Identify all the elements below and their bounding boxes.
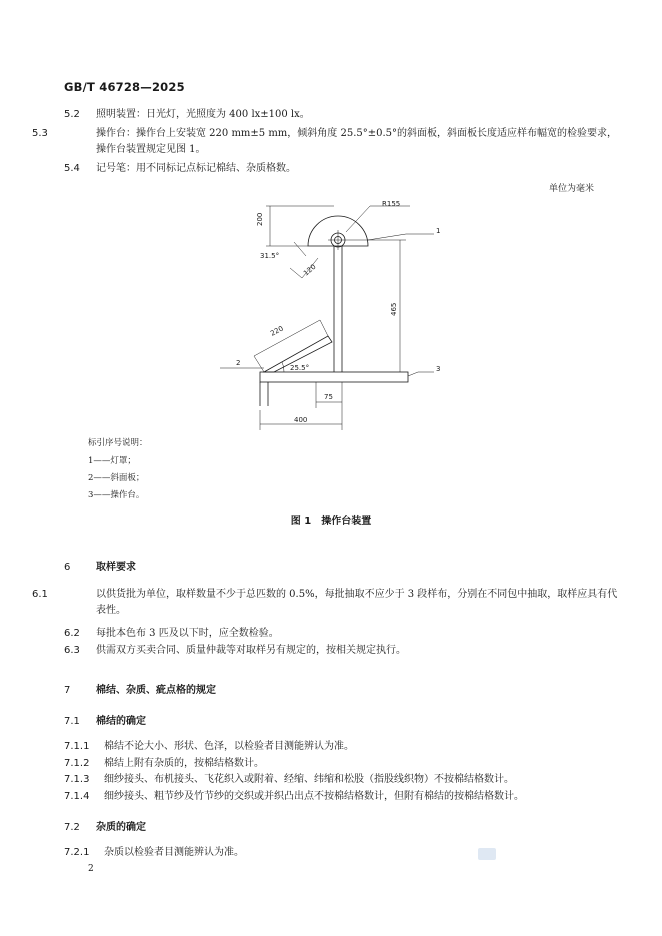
section-7-1-heading: [64, 712, 146, 727]
page-number: 2: [88, 864, 94, 874]
dim-75: 75: [324, 393, 333, 401]
clause-text: 细纱接头、布机接头、飞花织入或附着、经缩、纬缩和松股（指股线织物）不按棉结格数计。: [104, 774, 514, 785]
dim-465: 465: [390, 302, 398, 316]
clause-6-1: [32, 587, 626, 619]
clause-7-1-3: [64, 772, 514, 788]
clause-6-3: [64, 643, 406, 659]
clause-number: 5.2: [64, 109, 80, 120]
section-6-heading: [64, 558, 136, 573]
callout-2: 2: [236, 359, 241, 367]
legend-item-3: 3——操作台。: [88, 490, 145, 500]
dim-25-5-deg: 25.5°: [290, 364, 310, 372]
operating-table: [260, 372, 408, 382]
document-header: GB/T 46728—2025: [64, 80, 185, 94]
figure-operating-table: [210, 196, 450, 436]
clause-number: 7.1.3: [64, 774, 90, 785]
section-7-2-heading: [64, 818, 146, 833]
clause-number: 7.1.2: [64, 758, 90, 769]
clause-7-2-1: [64, 845, 244, 861]
clause-text: 以供货批为单位，取样数量不少于总匹数的 0.5%，每批抽取不应少于 3 段样布，分别在不同包中抽取，取样应具有代表性。: [96, 589, 618, 616]
clause-number: 6.1: [32, 589, 48, 600]
dim-31-5-deg: 31.5°: [260, 252, 280, 260]
clause-text: 每批本色布 3 匹及以下时，应全数检验。: [96, 628, 279, 639]
legend-item-1: 1——灯罩；: [88, 456, 136, 466]
clause-number: 7.1.1: [64, 741, 90, 752]
section-number: 6: [64, 562, 71, 573]
clause-text: 照明装置：日光灯，光照度为 400 lx±100 lx。: [96, 109, 310, 120]
clause-number: 7.2.1: [64, 847, 90, 858]
clause-text: 杂质以检验者目测能辨认为准。: [104, 847, 244, 858]
dim-r155: R155: [382, 200, 401, 208]
clause-text: 棉结上附有杂质的，按棉结格数计。: [104, 758, 264, 769]
clause-text: 棉结不论大小、形状、色泽，以检验者目测能辨认为准。: [104, 741, 354, 752]
clause-text: 细纱接头、粗节纱及竹节纱的交织或并织凸出点不按棉结格数计，但附有棉结的按棉结格数计。: [104, 791, 524, 802]
dim-120: 120: [302, 262, 318, 278]
callout-1: 1: [436, 227, 441, 235]
clause-number: 5.4: [64, 163, 80, 174]
legend-item-2: 2——斜面板；: [88, 473, 145, 483]
legend-title: 标引序号说明：: [88, 438, 148, 448]
clause-text: 供需双方买卖合同、质量仲裁等对取样另有规定的，按相关规定执行。: [96, 645, 406, 656]
clause-number: 7.1.4: [64, 791, 90, 802]
section-title: 棉结、杂质、疵点格的规定: [96, 685, 216, 696]
clause-text: 记号笔：用不同标记点标记棉结、杂质格数。: [96, 163, 296, 174]
section-title: 棉结的确定: [96, 716, 146, 727]
section-number: 7: [64, 685, 71, 696]
clause-7-1-1: [64, 739, 354, 755]
section-7-heading: [64, 681, 216, 696]
dim-200: 200: [256, 212, 264, 226]
section-number: 7.2: [64, 822, 80, 833]
clause-7-1-4: [64, 789, 524, 805]
dim-400: 400: [294, 416, 308, 424]
section-number: 7.1: [64, 716, 80, 727]
clause-6-2: [64, 626, 279, 642]
clause-5-4: [64, 161, 296, 177]
section-title: 杂质的确定: [96, 822, 146, 833]
clause-text: 操作台：操作台上安装宽 220 mm±5 mm，倾斜角度 25.5°±0.5°的斜面板，斜面板长度适应样布幅宽的检验要求，操作台装置规定见图 1。: [96, 128, 618, 155]
clause-5-3: [32, 126, 626, 158]
units-note: 单位为毫米: [548, 184, 594, 194]
clause-number: 6.3: [64, 645, 80, 656]
clause-5-2: [64, 107, 310, 123]
callout-3: 3: [436, 365, 441, 373]
figure-caption: 图 1 操作台装置: [290, 516, 372, 527]
watermark-icon: [478, 848, 496, 860]
clause-number: 5.3: [32, 128, 48, 139]
clause-7-1-2: [64, 756, 264, 772]
section-title: 取样要求: [96, 562, 136, 573]
clause-number: 6.2: [64, 628, 80, 639]
dim-220: 220: [269, 324, 285, 338]
